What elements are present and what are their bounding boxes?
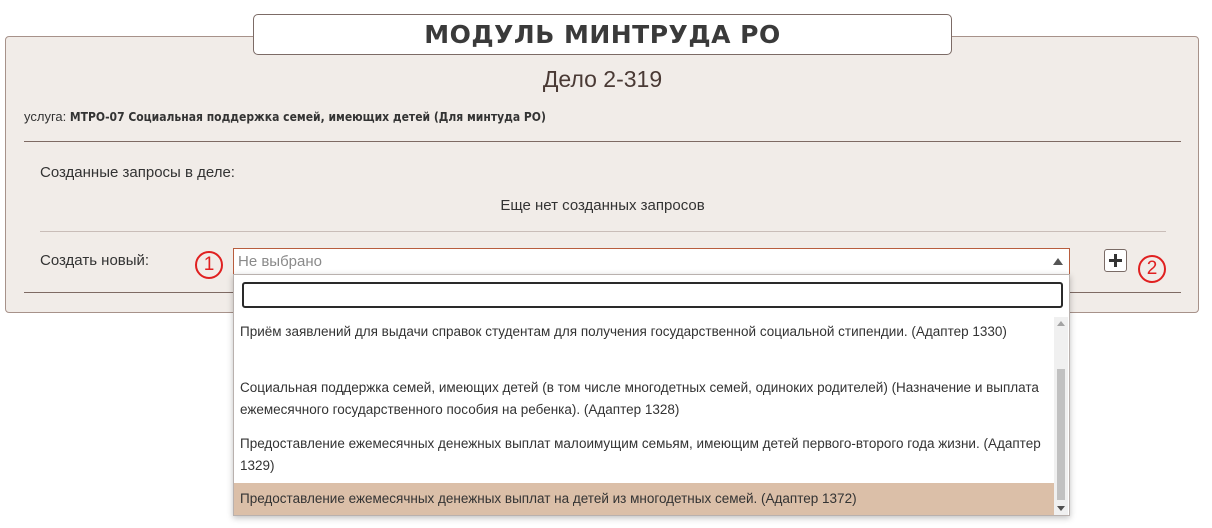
create-new-label: Создать новый: [40, 252, 150, 269]
created-requests-label: Созданные запросы в деле: [40, 164, 235, 181]
plus-icon [1108, 253, 1123, 268]
scroll-up-icon[interactable] [1057, 321, 1065, 326]
option-item[interactable]: Социальная поддержка семей, имеющих детей (в том числе многодетных семей, одиноких родителей) (Назначение и выплата ежемесячного государственного пособия на ребенка). (Адаптер 1328) [240, 380, 1039, 417]
dropdown-scrollbar[interactable] [1054, 317, 1068, 515]
service-line [24, 109, 546, 124]
select-placeholder: Не выбрано [238, 253, 322, 270]
option-item-highlighted[interactable]: Предоставление ежемесячных денежных выплат на детей из многодетных семей. (Адаптер 1372) [234, 483, 1054, 515]
select-dropdown [233, 274, 1070, 516]
annotation-marker-2: 2 [1138, 255, 1166, 283]
service-label: услуга: [24, 109, 67, 124]
option-item[interactable]: Предоставление ежемесячных денежных выплат малоимущим семьям, имеющим детей первого-второго года жизни. (Адаптер 1329) [240, 436, 1041, 473]
option-item[interactable]: Приём заявлений для выдачи справок студентам для получения государственной социальной стипендии. (Адаптер 1330) [240, 324, 1007, 339]
scrollbar-thumb[interactable] [1057, 369, 1065, 500]
annotation-marker-1: 1 [195, 251, 223, 279]
options-list [234, 317, 1054, 515]
add-request-button[interactable] [1104, 249, 1127, 272]
request-type-select[interactable] [233, 248, 1070, 275]
service-name: МТРО-07 Социальная поддержка семей, имеющих детей (Для минтуда РО) [69, 110, 546, 124]
caret-up-icon [1053, 258, 1063, 265]
scroll-down-icon[interactable] [1057, 506, 1065, 511]
dropdown-search-input[interactable] [242, 282, 1063, 308]
divider [24, 141, 1181, 142]
divider [40, 231, 1166, 232]
module-title: МОДУЛЬ МИНТРУДА РО [253, 14, 952, 55]
no-requests-text: Еще нет созданных запросов [500, 197, 705, 214]
case-title: Дело 2-319 [542, 66, 663, 92]
